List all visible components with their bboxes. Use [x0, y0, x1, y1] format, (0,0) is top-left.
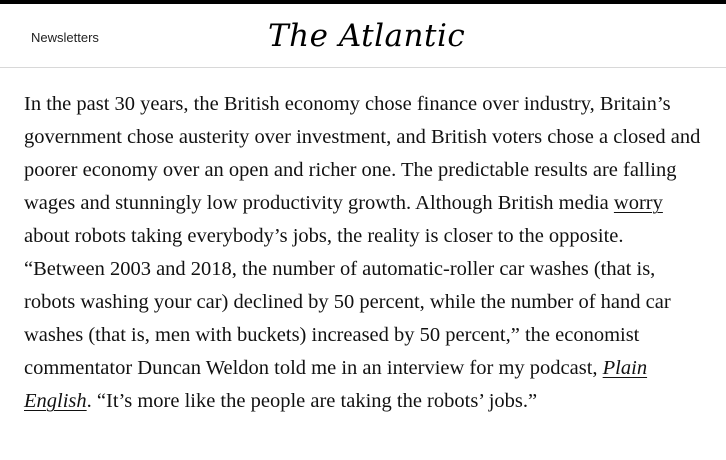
site-header [0, 4, 726, 68]
article-text-segment: In the past 30 years, the British economy chose finance over industry, Britain’s government chose austerity over investment, and British voters chose a closed and poorer economy over an open and richer one. The predictable results are falling wages and stunningly low productivity growth. Although British media [24, 93, 701, 214]
article-text-segment: about robots taking everybody’s jobs, the reality is closer to the opposite. “Between 2003 and 2018, the number of automatic-roller car washes (that is, robots washing your car) declined by 50 percent, while the number of hand car washes (that is, men with buckets) increased by 50 percent,” the economist commentator Duncan Weldon told me in an interview for my podcast, [24, 225, 671, 379]
podcast-link[interactable]: Plain English [24, 357, 648, 412]
newsletters-link[interactable]: Newsletters [31, 30, 99, 45]
article-text-segment: . “It’s more like the people are taking the robots’ jobs.” [86, 390, 538, 412]
site-logo[interactable]: The Atlantic [268, 18, 466, 54]
worry-link[interactable]: worry [613, 192, 663, 214]
article-paragraph [24, 88, 704, 418]
